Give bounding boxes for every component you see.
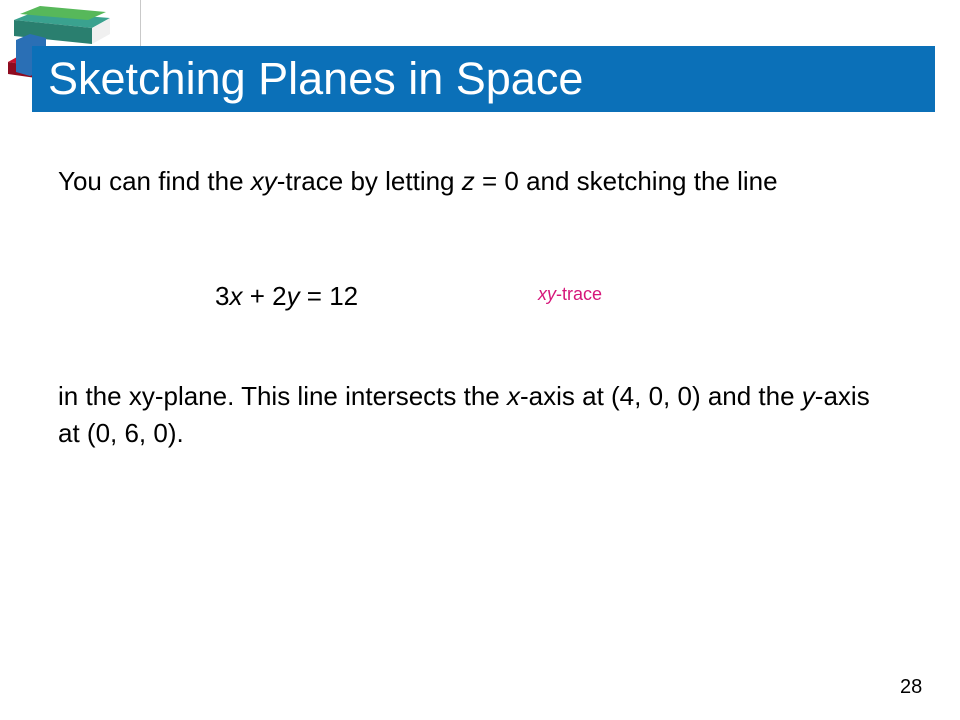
header-divider: [140, 0, 141, 46]
text-run: -trace: [556, 284, 603, 304]
text-run: in the xy-plane. This line intersects the: [58, 381, 507, 411]
text-run: -axis at (4, 0, 0) and the: [519, 381, 802, 411]
text-run-italic: y: [801, 381, 815, 411]
equation: [215, 278, 358, 315]
xy-trace-label: [538, 283, 602, 305]
text-run-italic: xy: [250, 166, 277, 196]
text-run: + 2: [242, 281, 287, 311]
text-run: -axis at (0, 6, 0).: [58, 381, 870, 448]
text-run: You can find the: [58, 166, 251, 196]
text-run-italic: z: [461, 166, 475, 196]
paragraph-intersections: [58, 378, 898, 452]
paragraph-intro: [58, 163, 898, 200]
text-run-italic: x: [229, 281, 243, 311]
text-run: = 12: [299, 281, 359, 311]
text-run: -trace by letting: [276, 166, 462, 196]
text-run: = 0 and sketching the line: [474, 166, 778, 196]
page-number: 28: [900, 676, 923, 698]
text-run-italic: x: [506, 381, 520, 411]
text-run-italic: y: [286, 281, 300, 311]
slide-title: Sketching Planes in Space: [48, 53, 584, 104]
text-run-italic: xy: [538, 284, 556, 304]
text-run: 3: [215, 281, 230, 311]
